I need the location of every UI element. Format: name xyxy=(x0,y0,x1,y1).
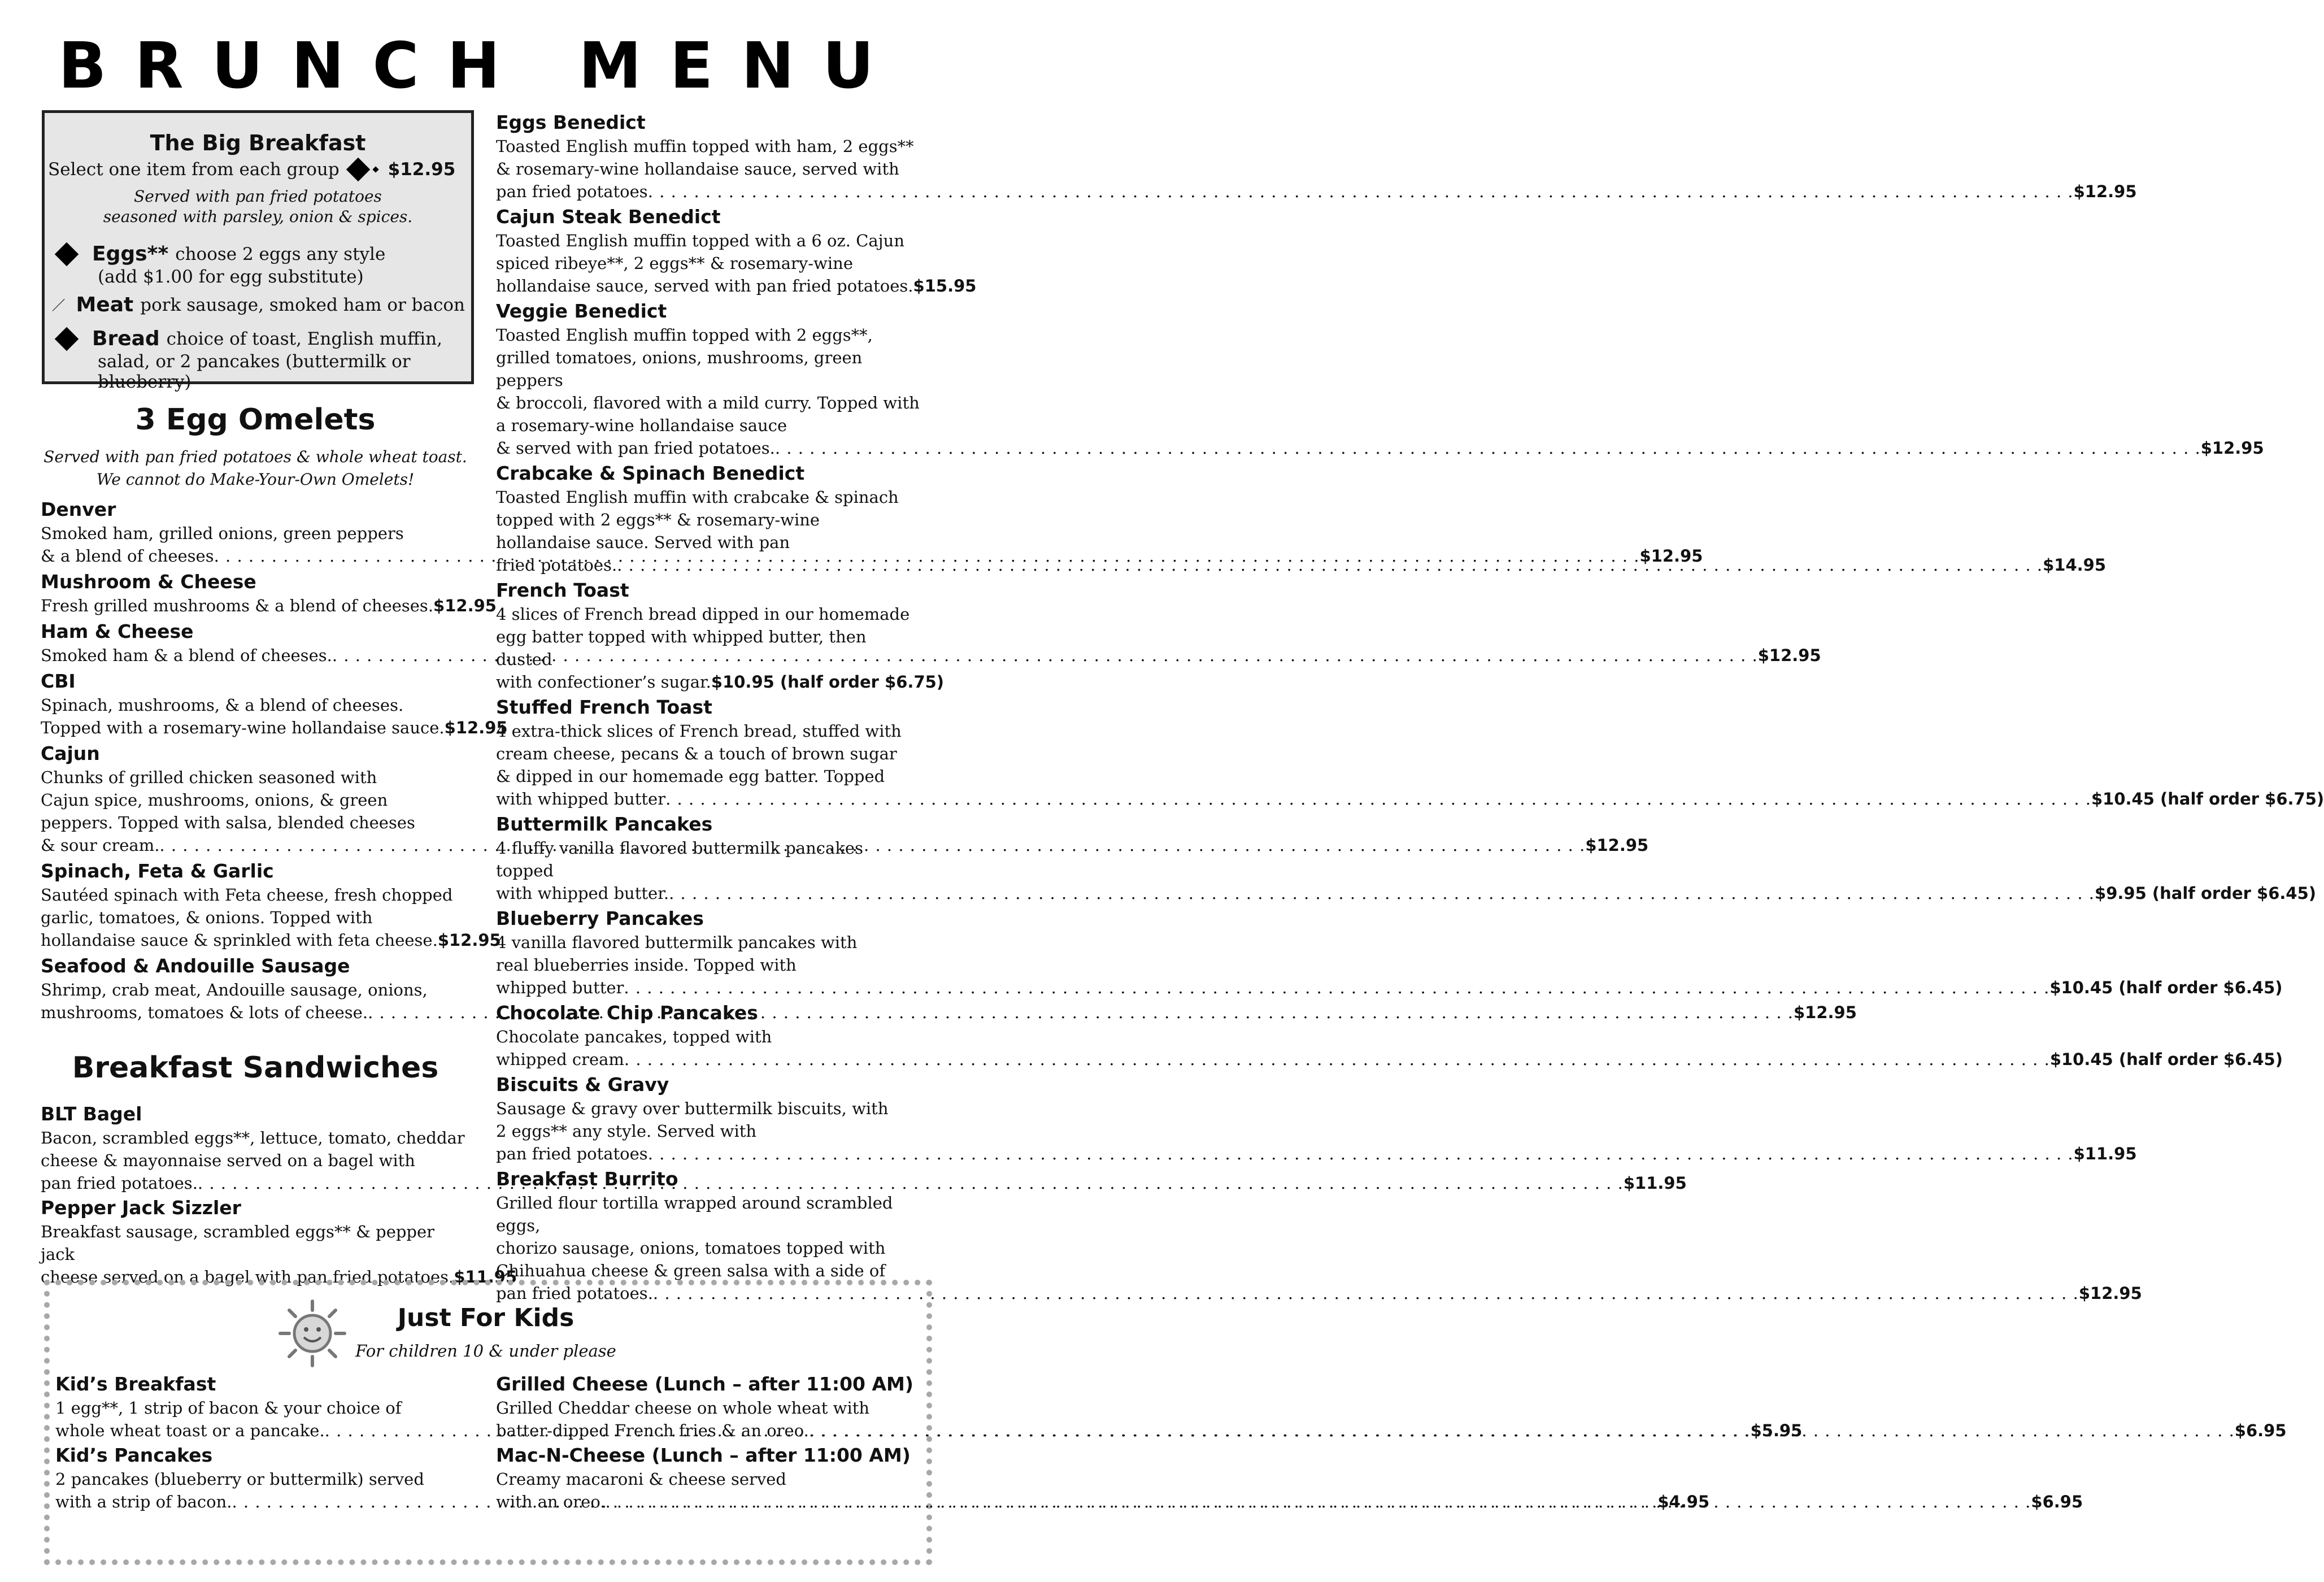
item-description-last: pan fried potatoes. xyxy=(41,1174,198,1193)
item-description: & dipped in our homemade egg batter. Topped xyxy=(496,767,885,786)
item-description: Chocolate pancakes, topped with xyxy=(496,1027,772,1046)
item-description: Grilled flour tortilla wrapped around scrambled eggs, xyxy=(496,1193,893,1235)
item-price: $12.95 xyxy=(2200,438,2264,458)
omelets-heading: 3 Egg Omelets xyxy=(135,403,376,437)
item-price-line xyxy=(496,437,2264,459)
menu-item xyxy=(496,299,2264,459)
item-description: garlic, tomatoes, & onions. Topped with xyxy=(41,908,373,927)
item-price: $6.95 xyxy=(2234,1421,2287,1440)
menu-item xyxy=(41,1196,517,1288)
item-price-line xyxy=(496,1142,2137,1165)
group-name: Meat xyxy=(76,293,134,316)
breakfast-group xyxy=(58,327,465,392)
diamond-icon xyxy=(346,158,369,181)
item-description: Spinach, mushrooms, & a blend of cheeses. xyxy=(41,696,404,715)
item-description: 2 pancakes (blueberry or buttermilk) served xyxy=(55,1470,424,1489)
item-description-last: whipped cream xyxy=(496,1050,624,1069)
item-description: Chihuahua cheese & green salsa with a side of xyxy=(496,1261,886,1280)
item-description: 2 eggs** any style. Served with xyxy=(496,1122,757,1141)
item-name: Grilled Cheese (Lunch – after 11:00 AM) xyxy=(496,1373,913,1395)
item-price: $15.95 xyxy=(913,276,977,295)
dot-leader xyxy=(605,1490,2031,1513)
item-description: Chunks of grilled chicken seasoned with xyxy=(41,768,377,787)
group-text: choose 2 eggs any style xyxy=(175,244,386,264)
item-description-last: & served with pan fried potatoes. xyxy=(496,438,775,458)
item-name: Blueberry Pancakes xyxy=(496,907,704,929)
item-price: $11.95 xyxy=(2073,1144,2137,1163)
item-price-line xyxy=(496,788,2324,810)
item-name: Seafood & Andouille Sausage xyxy=(41,955,350,977)
kids-subheading: For children 10 & under please xyxy=(355,1341,616,1361)
item-description-last: with a strip of bacon. xyxy=(55,1492,232,1511)
item-price-line xyxy=(41,834,1649,857)
item-name: Veggie Benedict xyxy=(496,300,667,322)
item-description: 4 slices of French bread dipped in our homemade xyxy=(496,605,910,624)
item-name: CBI xyxy=(41,670,76,692)
item-price: $12.95 xyxy=(437,931,501,950)
menu-item xyxy=(496,695,2324,810)
item-description: peppers. Topped with salsa, blended cheeses xyxy=(41,813,415,832)
item-description: Sautéed spinach with Feta cheese, fresh chopped xyxy=(41,885,453,905)
bullet-icon xyxy=(372,166,378,172)
dot-leader xyxy=(617,554,2043,576)
menu-item xyxy=(496,1072,2137,1165)
dot-leader xyxy=(665,788,2091,810)
item-price-line xyxy=(496,180,2137,203)
item-name: Kid’s Breakfast xyxy=(55,1373,216,1395)
item-name: BLT Bagel xyxy=(41,1103,142,1125)
big-breakfast-heading: The Big Breakfast xyxy=(150,131,366,155)
item-description-last: fried potatoes. xyxy=(496,555,617,575)
group-line xyxy=(58,327,465,351)
item-name: Breakfast Burrito xyxy=(496,1168,678,1190)
item-price-line xyxy=(496,976,2283,999)
item-price: $12.95 xyxy=(433,596,497,615)
item-description: cream cheese, pecans & a touch of brown sugar xyxy=(496,744,897,763)
item-description-last: Fresh grilled mushrooms & a blend of cheeses. xyxy=(41,596,434,615)
item-name: Kid’s Pancakes xyxy=(55,1444,213,1466)
item-description: Toasted English muffin topped with ham, 2 eggs** xyxy=(496,137,914,156)
item-price: $5.95 xyxy=(1750,1421,1803,1440)
item-description-last: with confectioner’s sugar. xyxy=(496,672,711,692)
item-name: Mushroom & Cheese xyxy=(41,571,256,593)
breakfast-group xyxy=(58,242,465,287)
item-description-last: hollandaise sauce, served with pan fried potatoes. xyxy=(496,276,913,295)
item-description: chorizo sausage, onions, tomatoes topped with xyxy=(496,1238,886,1258)
item-price: $14.95 xyxy=(2043,555,2107,575)
sandwiches-heading: Breakfast Sandwiches xyxy=(72,1051,439,1085)
dot-leader xyxy=(775,437,2201,459)
item-description: hollandaise sauce. Served with pan xyxy=(496,533,790,552)
item-description: topped with 2 eggs** & rosemary-wine xyxy=(496,510,820,529)
item-price: $10.45 (half order $6.45) xyxy=(2049,978,2283,997)
item-name: Cajun Steak Benedict xyxy=(496,206,721,228)
item-description-last: whipped butter xyxy=(496,978,624,997)
item-description-last: hollandaise sauce & sprinkled with feta cheese. xyxy=(41,931,438,950)
item-price: $12.95 xyxy=(1585,836,1649,855)
group-line xyxy=(58,293,465,318)
item-description: real blueberries inside. Topped with xyxy=(496,955,797,975)
item-name: Cajun xyxy=(41,742,100,764)
item-description-last: & a blend of cheeses xyxy=(41,546,214,566)
item-price: $6.95 xyxy=(2031,1492,2083,1511)
item-description: Breakfast sausage, scrambled eggs** & pepper jack xyxy=(41,1222,435,1264)
dot-leader xyxy=(809,1419,2235,1442)
item-description: Smoked ham, grilled onions, green peppers xyxy=(41,524,404,543)
menu-item xyxy=(496,906,2283,999)
item-description: Toasted English muffin topped with a 6 oz. Cajun xyxy=(496,231,905,250)
served-note-2: seasoned with parsley, onion & spices. xyxy=(103,207,413,226)
item-description: 4 fluffy vanilla flavored buttermilk pancakes topped xyxy=(496,838,863,880)
omelets-intro-1: Served with pan fried potatoes & whole wheat toast. xyxy=(43,447,467,466)
item-description-last: mushrooms, tomatoes & lots of cheese. xyxy=(41,1003,368,1022)
item-price: $12.95 xyxy=(2078,1284,2142,1303)
item-name: Eggs Benedict xyxy=(496,111,646,133)
item-description: Grilled Cheddar cheese on whole wheat with xyxy=(496,1398,870,1418)
menu-item xyxy=(41,669,508,739)
select-instruction: Select one item from each group xyxy=(48,159,340,180)
dot-leader xyxy=(648,180,2074,203)
item-description-last: with whipped butter. xyxy=(496,884,669,903)
dot-leader xyxy=(669,882,2095,905)
item-price: $11.95 xyxy=(1623,1174,1687,1193)
item-price: $10.95 (half order $6.75) xyxy=(711,672,945,692)
dot-leader xyxy=(624,1048,2050,1071)
group-line xyxy=(58,242,465,267)
item-description: a rosemary-wine hollandaise sauce xyxy=(496,416,787,435)
item-price-line xyxy=(496,1048,2283,1071)
item-description-last: with an oreo. xyxy=(496,1492,606,1511)
group-name: Eggs** xyxy=(92,242,169,266)
item-description: spiced ribeye**, 2 eggs** & rosemary-wine xyxy=(496,254,853,273)
item-description: 1 egg**, 1 strip of bacon & your choice of xyxy=(55,1398,402,1418)
item-price-line xyxy=(41,929,501,951)
item-name: Mac-N-Cheese (Lunch – after 11:00 AM) xyxy=(496,1444,911,1466)
kids-heading: Just For Kids xyxy=(397,1303,575,1332)
item-price: $11.95 xyxy=(454,1267,517,1287)
item-price: $10.45 (half order $6.75) xyxy=(2091,789,2324,809)
item-description: Shrimp, crab meat, Andouille sausage, onions, xyxy=(41,980,428,999)
diamond-icon xyxy=(53,299,65,311)
item-description-last: pan fried potatoes xyxy=(496,182,648,201)
diamond-icon xyxy=(55,327,79,351)
item-price: $12.95 xyxy=(1757,646,1821,665)
right-column-list xyxy=(496,110,2324,1306)
item-description: & rosemary-wine hollandaise sauce, served with xyxy=(496,159,899,179)
dot-leader xyxy=(624,976,2049,999)
item-name: Crabcake & Spinach Benedict xyxy=(496,462,805,484)
served-note-1: Served with pan fried potatoes xyxy=(134,187,382,206)
menu-item xyxy=(41,570,497,617)
item-name: Pepper Jack Sizzler xyxy=(41,1197,241,1219)
item-name: Spinach, Feta & Garlic xyxy=(41,860,274,882)
item-description: egg batter topped with whipped butter, then dusted xyxy=(496,627,867,669)
item-description-last: batter-dipped French fries & an oreo. xyxy=(496,1421,809,1440)
group-text-2: (add $1.00 for egg substitute) xyxy=(98,267,364,287)
item-name: Buttermilk Pancakes xyxy=(496,813,713,835)
item-description-last: whole wheat toast or a pancake. xyxy=(55,1421,325,1440)
group-text: pork sausage, smoked ham or bacon xyxy=(140,295,465,315)
item-description-last: pan fried potatoes. xyxy=(496,1284,653,1303)
big-breakfast-price: $12.95 xyxy=(388,159,456,180)
item-name: Chocolate Chip Pancakes xyxy=(496,1002,758,1024)
item-description: Creamy macaroni & cheese served xyxy=(496,1470,786,1489)
item-description: 4 extra-thick slices of French bread, stuffed with xyxy=(496,722,902,741)
menu-item xyxy=(496,205,977,297)
item-name: Denver xyxy=(41,498,116,520)
item-name: French Toast xyxy=(496,579,629,601)
item-price-line xyxy=(41,716,508,739)
item-price-line xyxy=(496,671,945,693)
omelets-intro-2: We cannot do Make-Your-Own Omelets! xyxy=(96,470,415,489)
group-text-2: salad, or 2 pancakes (buttermilk or blueberry) xyxy=(98,351,411,392)
item-description: grilled tomatoes, onions, mushrooms, green peppers xyxy=(496,348,863,390)
item-description-last: Topped with a rosemary-wine hollandaise sauce. xyxy=(41,718,445,737)
item-price: $9.95 (half order $6.45) xyxy=(2095,884,2317,903)
diamond-icon xyxy=(55,242,79,266)
item-description-last: Smoked ham & a blend of cheeses. xyxy=(41,646,332,665)
item-name: Biscuits & Gravy xyxy=(496,1074,669,1096)
item-description: cheese & mayonnaise served on a bagel with xyxy=(41,1151,415,1170)
item-description-last: cheese served on a bagel with pan fried potatoes. xyxy=(41,1267,454,1287)
item-description: & broccoli, flavored with a mild curry. Topped with xyxy=(496,393,920,412)
item-name: Ham & Cheese xyxy=(41,620,194,642)
menu-item xyxy=(496,578,945,693)
item-description: Toasted English muffin topped with 2 eggs**, xyxy=(496,325,873,345)
item-price: $12.95 xyxy=(1793,1003,1857,1022)
item-description: Sausage & gravy over buttermilk biscuits, with xyxy=(496,1099,889,1118)
item-price: $10.45 (half order $6.45) xyxy=(2049,1050,2283,1069)
item-description-last: pan fried potatoes xyxy=(496,1144,648,1163)
menu-item xyxy=(41,859,501,951)
item-description-last: with whipped butter xyxy=(496,789,666,809)
item-price: $12.95 xyxy=(1639,546,1703,566)
item-price: $4.95 xyxy=(1657,1492,1710,1511)
smiling-sun-icon xyxy=(276,1297,349,1370)
dot-leader xyxy=(648,1142,2074,1165)
item-description: 4 vanilla flavored buttermilk pancakes with xyxy=(496,933,858,952)
item-description: Bacon, scrambled eggs**, lettuce, tomato, cheddar xyxy=(41,1128,465,1148)
big-breakfast-box xyxy=(42,110,474,392)
breakfast-group xyxy=(58,293,465,318)
menu-item xyxy=(496,110,2137,203)
item-description: Toasted English muffin with crabcake & spinach xyxy=(496,488,899,507)
item-description-last: & sour cream. xyxy=(41,836,160,855)
item-price: $12.95 xyxy=(444,718,508,737)
group-text: choice of toast, English muffin, xyxy=(166,329,442,349)
item-name: Stuffed French Toast xyxy=(496,696,712,718)
item-price: $12.95 xyxy=(2073,182,2137,201)
item-description: Cajun spice, mushrooms, onions, & green xyxy=(41,790,388,810)
item-price-line xyxy=(496,275,977,297)
menu-title: BRUNCH MENU xyxy=(58,29,902,103)
item-price-line xyxy=(41,594,497,617)
group-name: Bread xyxy=(92,327,160,350)
item-price-line xyxy=(496,882,2317,905)
